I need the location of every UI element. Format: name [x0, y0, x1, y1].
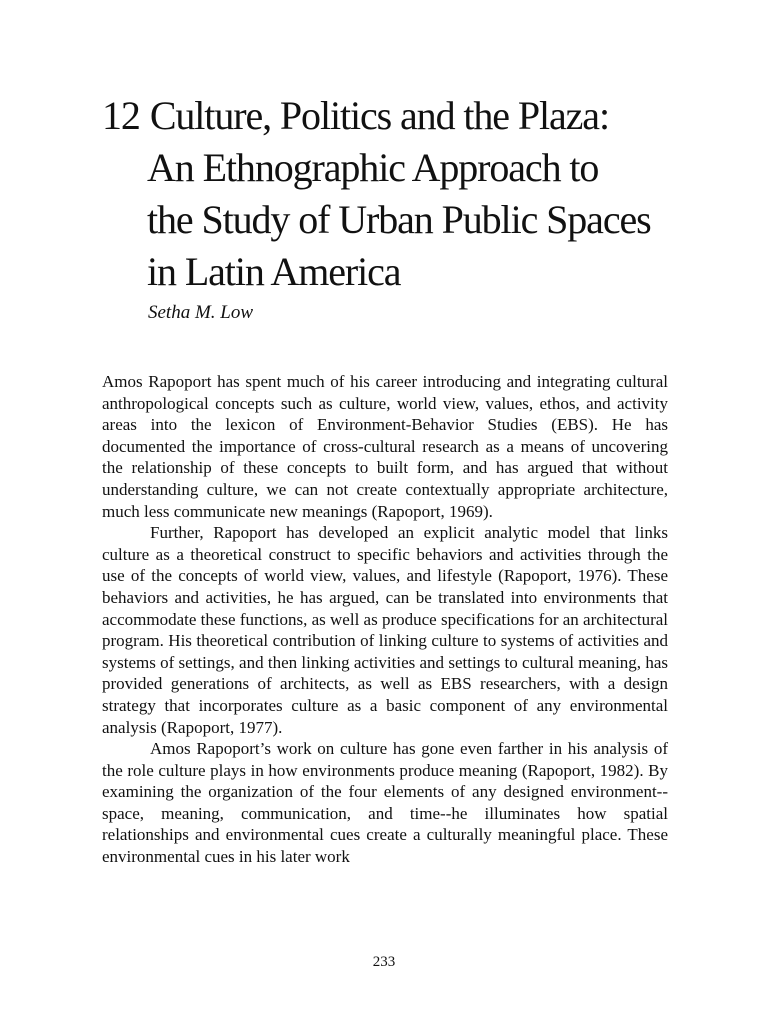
chapter-title-line-2: An Ethnographic Approach to: [147, 145, 599, 190]
chapter-title: [102, 90, 722, 298]
author-name: Setha M. Low: [148, 302, 254, 323]
page-number: 233: [372, 954, 396, 970]
paragraph-3: Amos Rapoport’s work on culture has gone even farther in his analysis of the role culture plays in how environments produce meaning (Rapoport, 1982). By examining the organization of the four elements of any designed environment--space, meaning, communication, and time--he illuminates how spatial relationships and environmental cues create a culturally meaningful place. These environmental cues in his later work: [102, 739, 668, 867]
paragraph-2: Further, Rapoport has developed an explicit analytic model that links culture as a theoretical construct to specific behaviors and activities through the use of the concepts of world view, values, and lifestyle (Rapoport, 1976). These behaviors and activities, he has argued, can be translated into environments that accommodate these functions, as well as produce specifications for an architectural program. His theoretical contribution of linking culture to systems of activities and systems of settings, and then linking activities and settings to cultural meaning, has provided generations of architects, as well as EBS researchers, with a design strategy that incorporates culture as a basic component of any environmental analysis (Rapoport, 1977).: [102, 523, 668, 737]
paragraph-1: Amos Rapoport has spent much of his career introducing and integrating cultural anthropological concepts such as culture, world view, values, ethos, and activity areas into the lexicon of Environment-Behavior Studies (EBS). He has documented the importance of cross-cultural research as a means of uncovering the relationship of these concepts to built form, and has argued that without understanding culture, we can not create contextually appropriate architecture, much less communicate new meanings (Rapoport, 1969).: [102, 372, 668, 521]
chapter-title-line-3: the Study of Urban Public Spaces: [147, 197, 651, 242]
chapter-number: 12: [102, 93, 140, 138]
chapter-title-line-4: in Latin America: [147, 249, 401, 294]
chapter-title-line-1: 12 Culture, Politics and the Plaza:: [102, 93, 609, 138]
body-text: [102, 371, 668, 868]
